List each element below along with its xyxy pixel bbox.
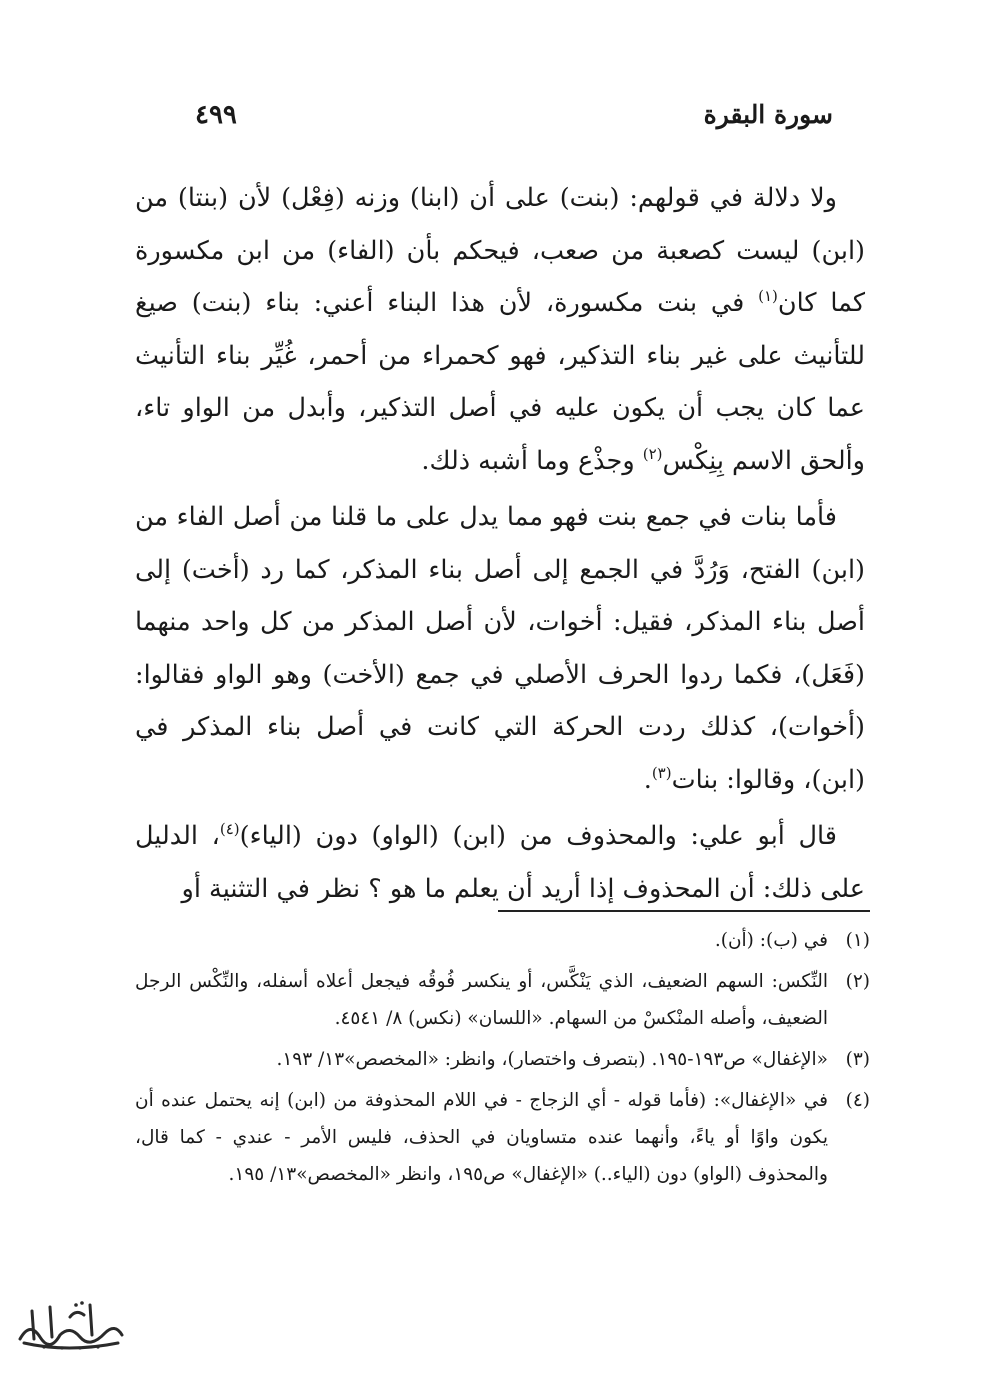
footnote-number: (٤) <box>845 1090 870 1111</box>
footnotes <box>135 922 870 1197</box>
surah-title: سورة البقرة <box>703 100 833 129</box>
text-segment: فأما بنات في جمع بنت فهو مما يدل على ما قلنا من أصل الفاء من (ابن) الفتح، وَرُدَّ في الجمع إلى أصل بناء المذكر، كما رد (أخت) إلى أصل بناء المذكر، فقيل: أخوات، لأن أصل المذكر من كل واحد منهما (فَعَل)، فكما ردوا الحرف الأصلي في جمع (الأخت) وهو الواو فقالوا: (أخوات)، كذلك ردت الحركة التي كانت في أصل بناء المذكر في (ابن)، وقالوا: بنات <box>135 502 865 795</box>
footnote-text: النِّكس: السهم الضعيف، الذي يَنْكَّس، أو ينكسر فُوقُه فيجعل أعلاه أسفله، والنِّكْس الرجل الضعيف، وأصله المنْكسْ من السهام. «اللسان» (نكس) ٨/ ٤٥٤١. <box>135 971 828 1029</box>
footnote-separator <box>498 910 870 912</box>
footnote-number: (٢) <box>845 971 870 992</box>
footnote-ref: (١) <box>758 287 778 305</box>
footnote-ref: (٣) <box>651 763 672 782</box>
footnote-ref: (٢) <box>642 444 663 463</box>
text-segment: ولا دلالة في قولهم: (بنت) على أن (ابنا) وزنه (فِعْل) لأن (بنتا) من (ابن) ليست كصعبة من صعب، فيحكم بأن (الفاء) من ابن مكسورة كما كان <box>135 183 865 318</box>
text-segment: . <box>643 764 652 795</box>
page-header <box>195 100 833 140</box>
paragraph <box>135 810 865 915</box>
footnote <box>135 1041 870 1078</box>
footnote-text: في (ب): (أن). <box>714 930 828 951</box>
text-segment: وجذْع وما أشبه ذلك. <box>421 445 635 476</box>
calligraphy-watermark-logo <box>10 1295 130 1360</box>
paragraph <box>135 491 865 806</box>
footnote <box>135 1082 870 1193</box>
text-segment: قال أبو علي: والمحذوف من (ابن) (الواو) دون (الياء) <box>239 821 837 851</box>
page-number: ٤٩٩ <box>195 100 237 130</box>
footnote <box>135 922 870 959</box>
footnote <box>135 963 870 1037</box>
text-segment: ، الدليل على ذلك: أن المحذوف إذا أريد أن يعلم ما هو ؟ نظر في التثنية أو <box>135 821 865 904</box>
footnote-text: «الإغفال» ص١٩٣-١٩٥. (بتصرف واختصار)، وانظر: «المخصص»١٣/ ١٩٣. <box>276 1049 828 1070</box>
text-segment: في بنت مكسورة، لأن هذا البناء أعني: بناء (بنت) صيغ للتأنيث على غير بناء التذكير، فهو كحمراء من أحمر، غُيِّر بناء التأنيث عما كان يجب أن يكون عليه في أصل التذكير، وأبدل من الواو تاء، وألحق الاسم بِنِكْس <box>135 288 865 476</box>
footnote-text: في «الإغفال»: (فأما قوله - أي الزجاج - في اللام المحذوفة من (ابن) إنه يحتمل عنده أن يكون واوًا أو ياءً، وأنهما عنده متساويان في الحذف، فليس الأمر - عندي - كما قال، والمحذوف (الواو) دون (الياء..) «الإغفال» ص١٩٥، وانظر «المخصص»١٣/ ١٩٥. <box>135 1090 828 1185</box>
main-text <box>135 172 865 915</box>
paragraph <box>135 172 865 487</box>
footnote-ref: (٤) <box>219 820 240 838</box>
footnote-number: (٣) <box>845 1049 870 1070</box>
footnote-number: (١) <box>845 930 870 951</box>
